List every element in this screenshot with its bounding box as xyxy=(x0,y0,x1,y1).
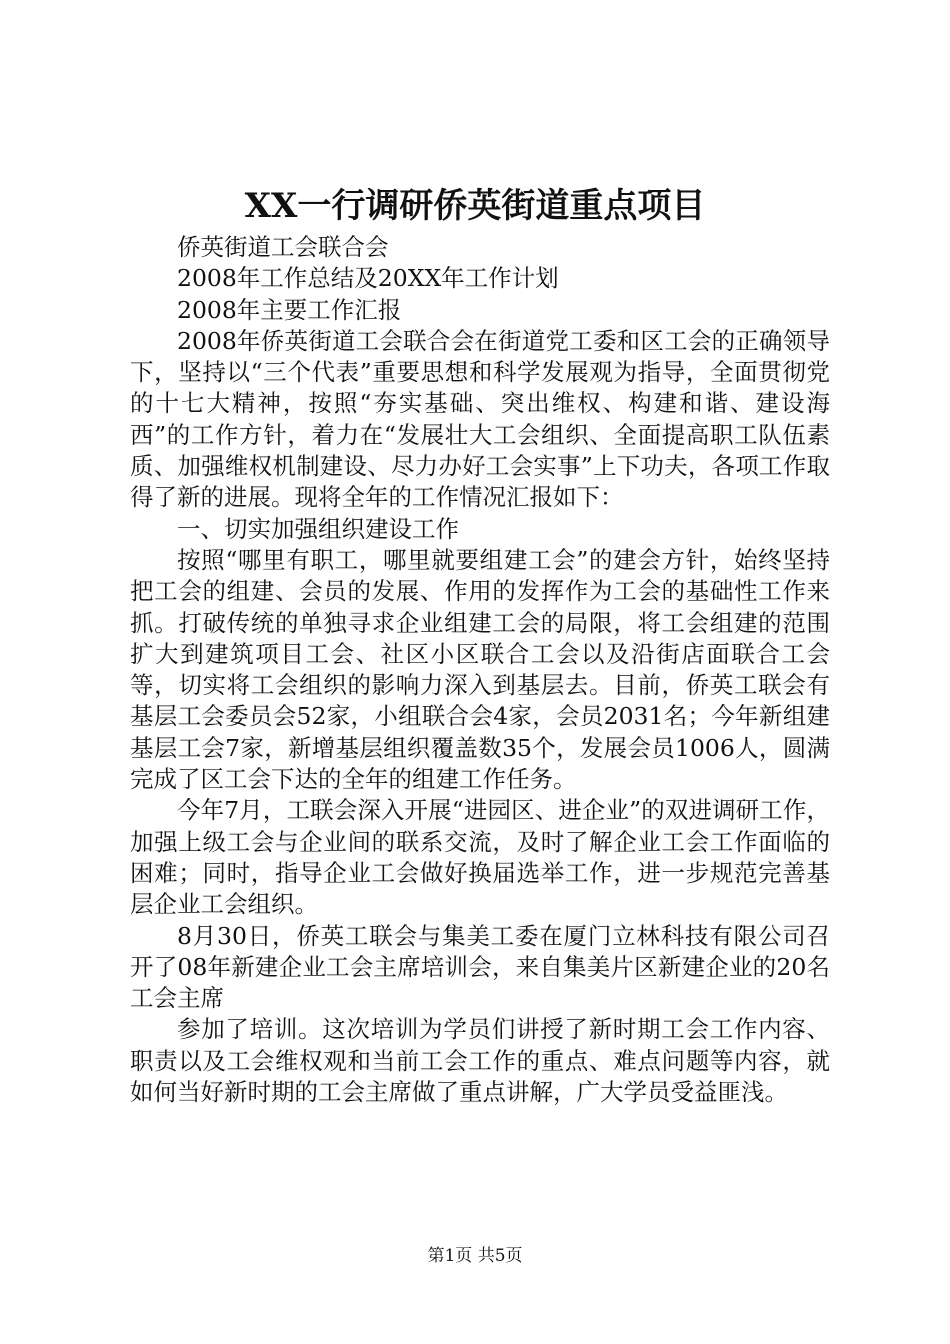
section-heading: 一、切实加强组织建设工作 xyxy=(177,514,459,543)
paragraph-intro: 2008年侨英街道工会联合会在街道党工委和区工会的正确领导下，坚持以“三个代表”重要思想和科学发展观为指导，全面贯彻党的十七大精神，按照“夯实基础、突出维权、构建和谐、建设海西”的工作方针，着力在“发展壮大工会组织、全面提高职工队伍素质、加强维权机制建设、尽力办好工会实事”上下功夫，各项工作取得了新的进展。现将全年的工作情况汇报如下： xyxy=(130,326,830,512)
paragraph-report-title: 2008年工作总结及20XX年工作计划 xyxy=(177,264,559,293)
paragraph-org-name: 侨英街道工会联合会 xyxy=(177,233,389,261)
paragraph-training: 参加了培训。这次培训为学员们讲授了新时期工会工作内容、职责以及工会维权观和当前工会工作的重点、难点问题等内容，就如何当好新时期的工会主席做了重点讲解，广大学员受益匪浅。 xyxy=(130,1015,830,1107)
paragraph-organization: 按照“哪里有职工，哪里就要组建工会”的建会方针，始终坚持把工会的组建、会员的发展、作用的发挥作为工会的基础性工作来抓。打破传统的单独寻求企业组建工会的局限，将工会组建的范围扩大到建筑项目工会、社区小区联合工会以及沿街店面联合工会等，切实将工会组织的影响力深入到基层去。目前，侨英工联会有基层工会委员会52家，小组联合会4家，会员2031名；今年新组建基层工会7家，新增基层组织覆盖数35个，发展会员1006人，圆满完成了区工会下达的全年的组建工作任务。 xyxy=(130,545,830,794)
paragraph-july: 今年7月，工联会深入开展“进园区、进企业”的双进调研工作，加强上级工会与企业间的联系交流，及时了解企业工会工作面临的困难；同时，指导企业工会做好换届选举工作，进一步规范完善基层企业工会组织。 xyxy=(130,796,830,919)
paragraph-report-subtitle: 2008年主要工作汇报 xyxy=(177,295,402,324)
page-footer: 第1页 共5页 xyxy=(427,1246,523,1266)
document-body xyxy=(130,232,830,1108)
document-title: XX一行调研侨英街道重点项目 xyxy=(244,186,706,226)
paragraph-august: 8月30日，侨英工联会与集美工委在厦门立林科技有限公司召开了08年新建企业工会主席培训会，来自集美片区新建企业的20名工会主席 xyxy=(130,921,830,1013)
